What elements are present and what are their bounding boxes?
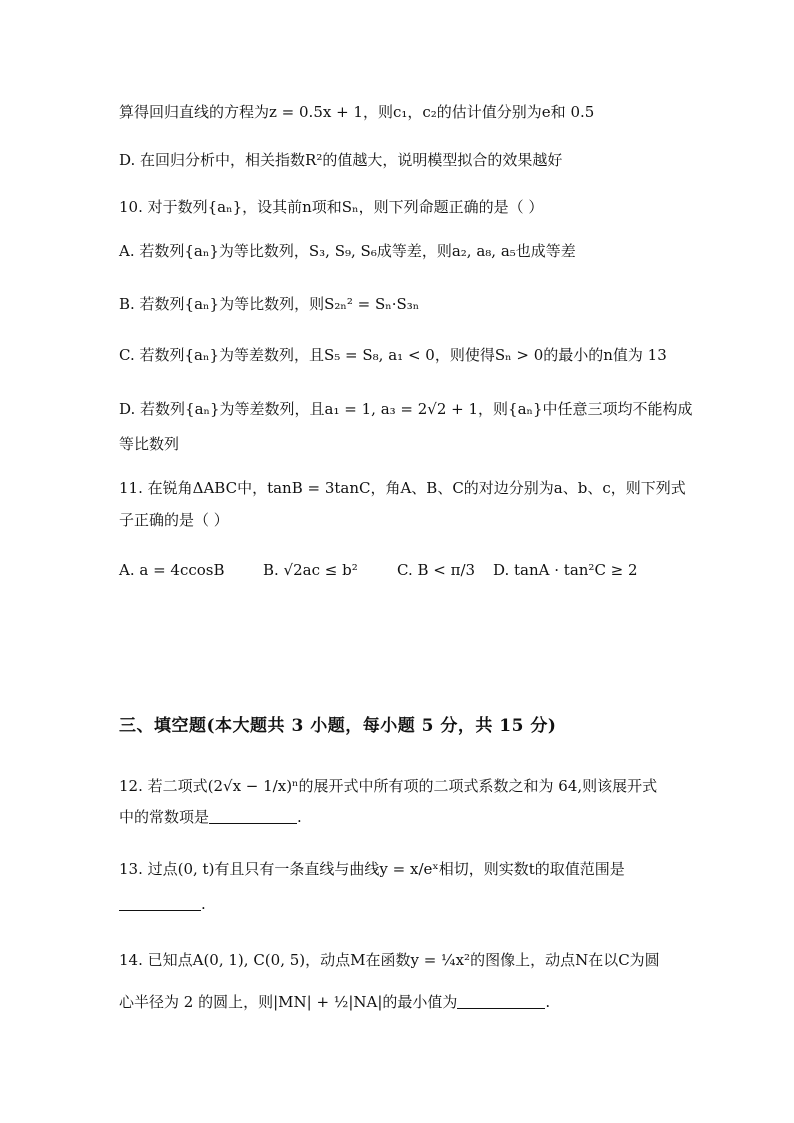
question-12-line2-text: 中的常数项是 xyxy=(119,808,210,826)
question-10-option-a: A. 若数列{aₙ}为等比数列，S₃, S₉, S₆成等差，则a₂, a₈, a₅也成等差 xyxy=(119,242,576,260)
question-13-line1: 13. 过点(0, t)有且只有一条直线与曲线y = x/eˣ相切，则实数t的取值范围是 xyxy=(119,860,625,878)
question-11-stem-line2: 子正确的是（ ） xyxy=(119,511,229,529)
question-14-period: . xyxy=(545,993,551,1011)
answer-blank-14[interactable] xyxy=(457,994,545,1009)
question-10-option-d-line1: D. 若数列{aₙ}为等差数列，且a₁ = 1, a₃ = 2√2 + 1，则{aₙ}中任意三项均不能构成 xyxy=(119,400,693,418)
answer-blank-13[interactable] xyxy=(119,896,201,911)
question-13-period: . xyxy=(201,895,206,913)
question-10-stem: 10. 对于数列{aₙ}，设其前n项和Sₙ，则下列命题正确的是（ ） xyxy=(119,198,544,216)
question-11-option-b: B. √2ac ≤ b² xyxy=(263,561,358,579)
question-11-stem-line1: 11. 在锐角ΔABC中，tanB = 3tanC，角A、B、C的对边分别为a、b、c，则下列式 xyxy=(119,479,686,497)
section-3-heading: 三、填空题(本大题共 3 小题，每小题 5 分，共 15 分) xyxy=(119,716,557,736)
question-11-option-a: A. a = 4ccosB xyxy=(119,561,225,579)
question-13-line2 xyxy=(119,893,206,915)
question-11-option-d: D. tanA · tan²C ≥ 2 xyxy=(493,561,638,579)
question-14-line2 xyxy=(119,991,550,1013)
question-11-option-c: C. B < π/3 xyxy=(397,561,476,579)
question-14-line1: 14. 已知点A(0, 1), C(0, 5)，动点M在函数y = ¼x²的图像上，动点N在以C为圆 xyxy=(119,951,660,969)
answer-blank-12[interactable] xyxy=(209,809,297,824)
question-12-period: . xyxy=(297,808,302,826)
question-10-option-c: C. 若数列{aₙ}为等差数列，且S₅ = S₈, a₁ < 0，则使得Sₙ > 0的最小的n值为 13 xyxy=(119,346,667,364)
question-14-line2-text: 心半径为 2 的圆上，则|MN| + ½|NA|的最小值为 xyxy=(119,993,458,1011)
line-regression-equation: 算得回归直线的方程为z = 0.5x + 1，则c₁，c₂的估计值分别为e和 0.5 xyxy=(119,103,595,121)
option-d-correlation: D. 在回归分析中，相关指数R²的值越大，说明模型拟合的效果越好 xyxy=(119,151,563,169)
question-12-line2 xyxy=(119,806,302,828)
question-10-option-b: B. 若数列{aₙ}为等比数列，则S₂ₙ² = Sₙ·S₃ₙ xyxy=(119,295,420,313)
question-12-line1: 12. 若二项式(2√x − 1/x)ⁿ的展开式中所有项的二项式系数之和为 64,则该展开式 xyxy=(119,777,658,795)
question-10-option-d-line2: 等比数列 xyxy=(119,435,180,453)
